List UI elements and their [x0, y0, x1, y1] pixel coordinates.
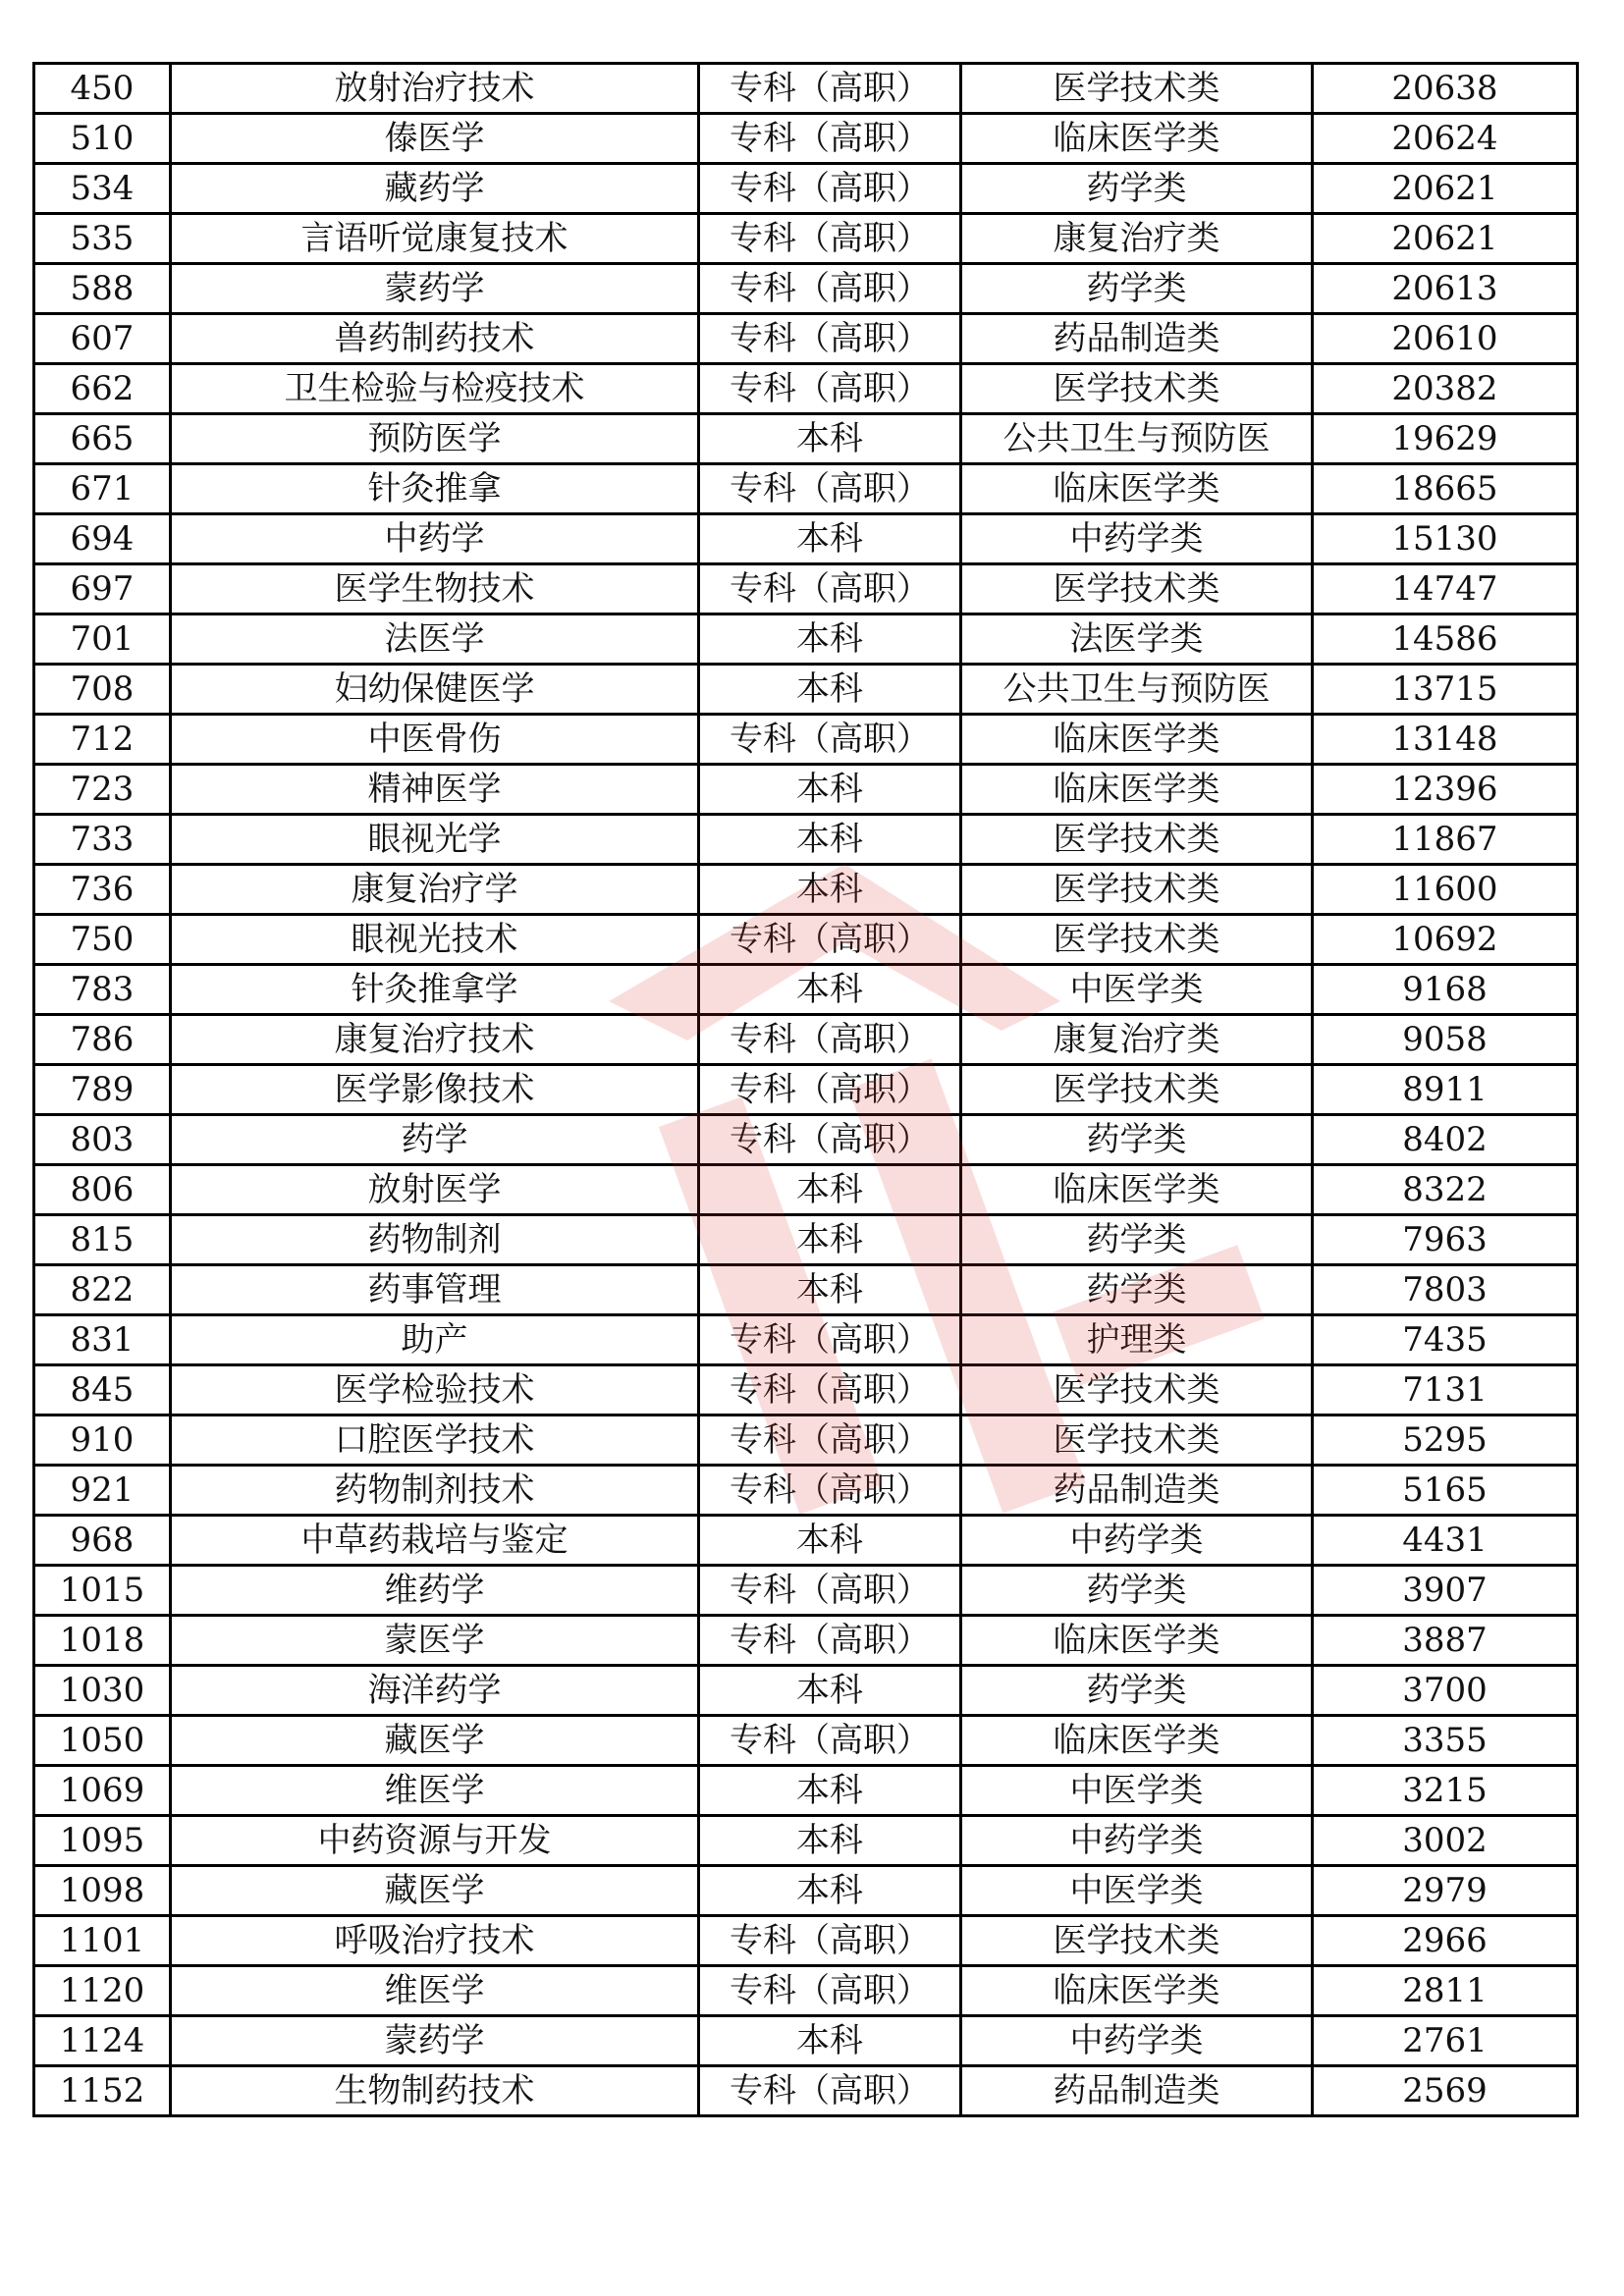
major-name-cell: 维医学 [171, 1766, 699, 1816]
count-cell: 2811 [1313, 1966, 1578, 2016]
level-cell: 本科 [699, 514, 961, 564]
rank-cell: 736 [34, 865, 171, 915]
rank-cell: 968 [34, 1516, 171, 1566]
table-row [34, 464, 1578, 514]
category-cell: 中药学类 [961, 1516, 1313, 1566]
major-name-cell: 蒙药学 [171, 264, 699, 314]
category-cell: 康复治疗类 [961, 214, 1313, 264]
rank-cell: 712 [34, 715, 171, 765]
table-row [34, 564, 1578, 614]
count-cell: 8911 [1313, 1065, 1578, 1115]
table-row [34, 1816, 1578, 1866]
major-name-cell: 中药资源与开发 [171, 1816, 699, 1866]
table-row [34, 1966, 1578, 2016]
level-cell: 专科（高职） [699, 264, 961, 314]
category-cell: 医学技术类 [961, 1065, 1313, 1115]
category-cell: 药学类 [961, 1265, 1313, 1315]
count-cell: 20624 [1313, 114, 1578, 164]
rank-cell: 1015 [34, 1566, 171, 1616]
level-cell: 本科 [699, 614, 961, 665]
level-cell: 专科（高职） [699, 1716, 961, 1766]
category-cell: 临床医学类 [961, 1716, 1313, 1766]
major-name-cell: 中草药栽培与鉴定 [171, 1516, 699, 1566]
level-cell: 本科 [699, 1766, 961, 1816]
table-row [34, 114, 1578, 164]
category-cell: 医学技术类 [961, 915, 1313, 965]
table-row [34, 1866, 1578, 1916]
category-cell: 药学类 [961, 1566, 1313, 1616]
table-row [34, 264, 1578, 314]
level-cell: 本科 [699, 2016, 961, 2066]
level-cell: 专科（高职） [699, 1466, 961, 1516]
count-cell: 11600 [1313, 865, 1578, 915]
count-cell: 20613 [1313, 264, 1578, 314]
rank-cell: 910 [34, 1415, 171, 1466]
category-cell: 法医学类 [961, 614, 1313, 665]
category-cell: 中药学类 [961, 1816, 1313, 1866]
category-cell: 临床医学类 [961, 464, 1313, 514]
level-cell: 专科（高职） [699, 1415, 961, 1466]
category-cell: 临床医学类 [961, 1616, 1313, 1666]
major-name-cell: 医学生物技术 [171, 564, 699, 614]
category-cell: 公共卫生与预防医 [961, 414, 1313, 464]
category-cell: 医学技术类 [961, 1916, 1313, 1966]
major-name-cell: 兽药制药技术 [171, 314, 699, 364]
table-row [34, 1115, 1578, 1165]
major-name-cell: 口腔医学技术 [171, 1415, 699, 1466]
rank-cell: 1030 [34, 1666, 171, 1716]
table-row [34, 1315, 1578, 1365]
count-cell: 12396 [1313, 765, 1578, 815]
level-cell: 本科 [699, 1215, 961, 1265]
count-cell: 10692 [1313, 915, 1578, 965]
table-row [34, 1516, 1578, 1566]
major-name-cell: 药学 [171, 1115, 699, 1165]
major-name-cell: 卫生检验与检疫技术 [171, 364, 699, 414]
level-cell: 本科 [699, 414, 961, 464]
category-cell: 药学类 [961, 1215, 1313, 1265]
table-row [34, 314, 1578, 364]
rank-cell: 803 [34, 1115, 171, 1165]
count-cell: 7803 [1313, 1265, 1578, 1315]
major-name-cell: 法医学 [171, 614, 699, 665]
category-cell: 药学类 [961, 264, 1313, 314]
major-name-cell: 医学影像技术 [171, 1065, 699, 1115]
major-name-cell: 眼视光学 [171, 815, 699, 865]
count-cell: 20621 [1313, 214, 1578, 264]
level-cell: 专科（高职） [699, 2066, 961, 2116]
rank-cell: 662 [34, 364, 171, 414]
table-row [34, 1265, 1578, 1315]
level-cell: 本科 [699, 1265, 961, 1315]
level-cell: 专科（高职） [699, 1365, 961, 1415]
major-name-cell: 中药学 [171, 514, 699, 564]
rank-cell: 1095 [34, 1816, 171, 1866]
count-cell: 14586 [1313, 614, 1578, 665]
table-row [34, 1716, 1578, 1766]
rank-cell: 607 [34, 314, 171, 364]
level-cell: 专科（高职） [699, 1065, 961, 1115]
level-cell: 专科（高职） [699, 164, 961, 214]
rank-cell: 701 [34, 614, 171, 665]
major-name-cell: 藏药学 [171, 164, 699, 214]
rank-cell: 1124 [34, 2016, 171, 2066]
major-name-cell: 生物制药技术 [171, 2066, 699, 2116]
level-cell: 专科（高职） [699, 1916, 961, 1966]
rank-cell: 1101 [34, 1916, 171, 1966]
level-cell: 专科（高职） [699, 564, 961, 614]
table-row [34, 665, 1578, 715]
count-cell: 7963 [1313, 1215, 1578, 1265]
category-cell: 医学技术类 [961, 564, 1313, 614]
rank-cell: 697 [34, 564, 171, 614]
major-name-cell: 傣医学 [171, 114, 699, 164]
table-row [34, 1415, 1578, 1466]
rank-cell: 671 [34, 464, 171, 514]
table-row [34, 965, 1578, 1015]
level-cell: 专科（高职） [699, 1966, 961, 2016]
table-row [34, 1766, 1578, 1816]
rank-cell: 708 [34, 665, 171, 715]
category-cell: 医学技术类 [961, 364, 1313, 414]
category-cell: 医学技术类 [961, 815, 1313, 865]
category-cell: 中医学类 [961, 965, 1313, 1015]
rank-cell: 723 [34, 765, 171, 815]
rank-cell: 534 [34, 164, 171, 214]
table-row [34, 1566, 1578, 1616]
level-cell: 本科 [699, 865, 961, 915]
level-cell: 专科（高职） [699, 715, 961, 765]
count-cell: 2569 [1313, 2066, 1578, 2116]
rank-cell: 1050 [34, 1716, 171, 1766]
rank-cell: 1120 [34, 1966, 171, 2016]
rank-cell: 1069 [34, 1766, 171, 1816]
major-name-cell: 妇幼保健医学 [171, 665, 699, 715]
rank-cell: 786 [34, 1015, 171, 1065]
table-row [34, 2016, 1578, 2066]
level-cell: 专科（高职） [699, 1115, 961, 1165]
table-row [34, 614, 1578, 665]
rank-cell: 789 [34, 1065, 171, 1115]
major-name-cell: 蒙医学 [171, 1616, 699, 1666]
count-cell: 11867 [1313, 815, 1578, 865]
table-row [34, 64, 1578, 114]
count-cell: 20621 [1313, 164, 1578, 214]
level-cell: 本科 [699, 1165, 961, 1215]
major-name-cell: 中医骨伤 [171, 715, 699, 765]
rank-cell: 845 [34, 1365, 171, 1415]
category-cell: 中医学类 [961, 1866, 1313, 1916]
major-name-cell: 藏医学 [171, 1716, 699, 1766]
rank-cell: 1152 [34, 2066, 171, 2116]
rank-cell: 733 [34, 815, 171, 865]
count-cell: 19629 [1313, 414, 1578, 464]
category-cell: 药品制造类 [961, 2066, 1313, 2116]
rank-cell: 1098 [34, 1866, 171, 1916]
count-cell: 20382 [1313, 364, 1578, 414]
level-cell: 专科（高职） [699, 464, 961, 514]
category-cell: 医学技术类 [961, 1365, 1313, 1415]
category-cell: 药品制造类 [961, 1466, 1313, 1516]
major-name-cell: 药事管理 [171, 1265, 699, 1315]
count-cell: 3887 [1313, 1616, 1578, 1666]
category-cell: 临床医学类 [961, 114, 1313, 164]
count-cell: 9058 [1313, 1015, 1578, 1065]
category-cell: 临床医学类 [961, 715, 1313, 765]
table-row [34, 1065, 1578, 1115]
table-row [34, 514, 1578, 564]
rank-cell: 450 [34, 64, 171, 114]
count-cell: 2979 [1313, 1866, 1578, 1916]
major-name-cell: 海洋药学 [171, 1666, 699, 1716]
category-cell: 医学技术类 [961, 1415, 1313, 1466]
level-cell: 本科 [699, 815, 961, 865]
count-cell: 3355 [1313, 1716, 1578, 1766]
count-cell: 13715 [1313, 665, 1578, 715]
count-cell: 2761 [1313, 2016, 1578, 2066]
rank-cell: 694 [34, 514, 171, 564]
count-cell: 4431 [1313, 1516, 1578, 1566]
level-cell: 本科 [699, 1816, 961, 1866]
major-name-cell: 眼视光技术 [171, 915, 699, 965]
rank-cell: 831 [34, 1315, 171, 1365]
category-cell: 医学技术类 [961, 64, 1313, 114]
major-name-cell: 针灸推拿 [171, 464, 699, 514]
major-name-cell: 医学检验技术 [171, 1365, 699, 1415]
table-row [34, 1916, 1578, 1966]
level-cell: 专科（高职） [699, 64, 961, 114]
count-cell: 7435 [1313, 1315, 1578, 1365]
count-cell: 15130 [1313, 514, 1578, 564]
rank-cell: 535 [34, 214, 171, 264]
table-row [34, 1215, 1578, 1265]
level-cell: 专科（高职） [699, 1315, 961, 1365]
table-row [34, 364, 1578, 414]
rank-cell: 665 [34, 414, 171, 464]
rank-cell: 588 [34, 264, 171, 314]
level-cell: 本科 [699, 765, 961, 815]
majors-table [32, 62, 1579, 2117]
table-row [34, 915, 1578, 965]
category-cell: 临床医学类 [961, 765, 1313, 815]
count-cell: 7131 [1313, 1365, 1578, 1415]
category-cell: 药学类 [961, 164, 1313, 214]
table-row [34, 865, 1578, 915]
table-row [34, 1165, 1578, 1215]
level-cell: 专科（高职） [699, 915, 961, 965]
table-row [34, 1466, 1578, 1516]
table-row [34, 214, 1578, 264]
count-cell: 3002 [1313, 1816, 1578, 1866]
major-name-cell: 针灸推拿学 [171, 965, 699, 1015]
table-row [34, 1365, 1578, 1415]
count-cell: 9168 [1313, 965, 1578, 1015]
major-name-cell: 放射治疗技术 [171, 64, 699, 114]
rank-cell: 510 [34, 114, 171, 164]
table-row [34, 1666, 1578, 1716]
category-cell: 中药学类 [961, 514, 1313, 564]
major-name-cell: 药物制剂 [171, 1215, 699, 1265]
level-cell: 本科 [699, 1866, 961, 1916]
category-cell: 临床医学类 [961, 1966, 1313, 2016]
major-name-cell: 预防医学 [171, 414, 699, 464]
major-name-cell: 呼吸治疗技术 [171, 1916, 699, 1966]
table-row [34, 715, 1578, 765]
level-cell: 专科（高职） [699, 1616, 961, 1666]
rank-cell: 806 [34, 1165, 171, 1215]
table-row [34, 414, 1578, 464]
level-cell: 专科（高职） [699, 314, 961, 364]
rank-cell: 822 [34, 1265, 171, 1315]
count-cell: 8322 [1313, 1165, 1578, 1215]
count-cell: 18665 [1313, 464, 1578, 514]
rank-cell: 815 [34, 1215, 171, 1265]
major-name-cell: 康复治疗学 [171, 865, 699, 915]
table-row [34, 765, 1578, 815]
level-cell: 专科（高职） [699, 214, 961, 264]
major-name-cell: 维医学 [171, 1966, 699, 2016]
category-cell: 公共卫生与预防医 [961, 665, 1313, 715]
count-cell: 8402 [1313, 1115, 1578, 1165]
table-row [34, 2066, 1578, 2116]
rank-cell: 750 [34, 915, 171, 965]
level-cell: 专科（高职） [699, 1566, 961, 1616]
level-cell: 专科（高职） [699, 364, 961, 414]
major-name-cell: 言语听觉康复技术 [171, 214, 699, 264]
level-cell: 专科（高职） [699, 1015, 961, 1065]
major-name-cell: 精神医学 [171, 765, 699, 815]
category-cell: 药品制造类 [961, 314, 1313, 364]
category-cell: 医学技术类 [961, 865, 1313, 915]
table-row [34, 815, 1578, 865]
count-cell: 3700 [1313, 1666, 1578, 1716]
category-cell: 中医学类 [961, 1766, 1313, 1816]
rank-cell: 921 [34, 1466, 171, 1516]
table-row [34, 1616, 1578, 1666]
level-cell: 本科 [699, 965, 961, 1015]
major-name-cell: 药物制剂技术 [171, 1466, 699, 1516]
count-cell: 5295 [1313, 1415, 1578, 1466]
level-cell: 本科 [699, 1666, 961, 1716]
count-cell: 2966 [1313, 1916, 1578, 1966]
major-name-cell: 藏医学 [171, 1866, 699, 1916]
major-name-cell: 康复治疗技术 [171, 1015, 699, 1065]
major-name-cell: 助产 [171, 1315, 699, 1365]
major-name-cell: 放射医学 [171, 1165, 699, 1215]
count-cell: 13148 [1313, 715, 1578, 765]
category-cell: 临床医学类 [961, 1165, 1313, 1215]
level-cell: 本科 [699, 1516, 961, 1566]
count-cell: 3907 [1313, 1566, 1578, 1616]
major-name-cell: 维药学 [171, 1566, 699, 1616]
rank-cell: 783 [34, 965, 171, 1015]
count-cell: 20610 [1313, 314, 1578, 364]
category-cell: 药学类 [961, 1115, 1313, 1165]
rank-cell: 1018 [34, 1616, 171, 1666]
count-cell: 20638 [1313, 64, 1578, 114]
level-cell: 本科 [699, 665, 961, 715]
category-cell: 中药学类 [961, 2016, 1313, 2066]
major-name-cell: 蒙药学 [171, 2016, 699, 2066]
count-cell: 3215 [1313, 1766, 1578, 1816]
category-cell: 康复治疗类 [961, 1015, 1313, 1065]
table-row [34, 164, 1578, 214]
category-cell: 药学类 [961, 1666, 1313, 1716]
table-row [34, 1015, 1578, 1065]
count-cell: 5165 [1313, 1466, 1578, 1516]
category-cell: 护理类 [961, 1315, 1313, 1365]
level-cell: 专科（高职） [699, 114, 961, 164]
count-cell: 14747 [1313, 564, 1578, 614]
